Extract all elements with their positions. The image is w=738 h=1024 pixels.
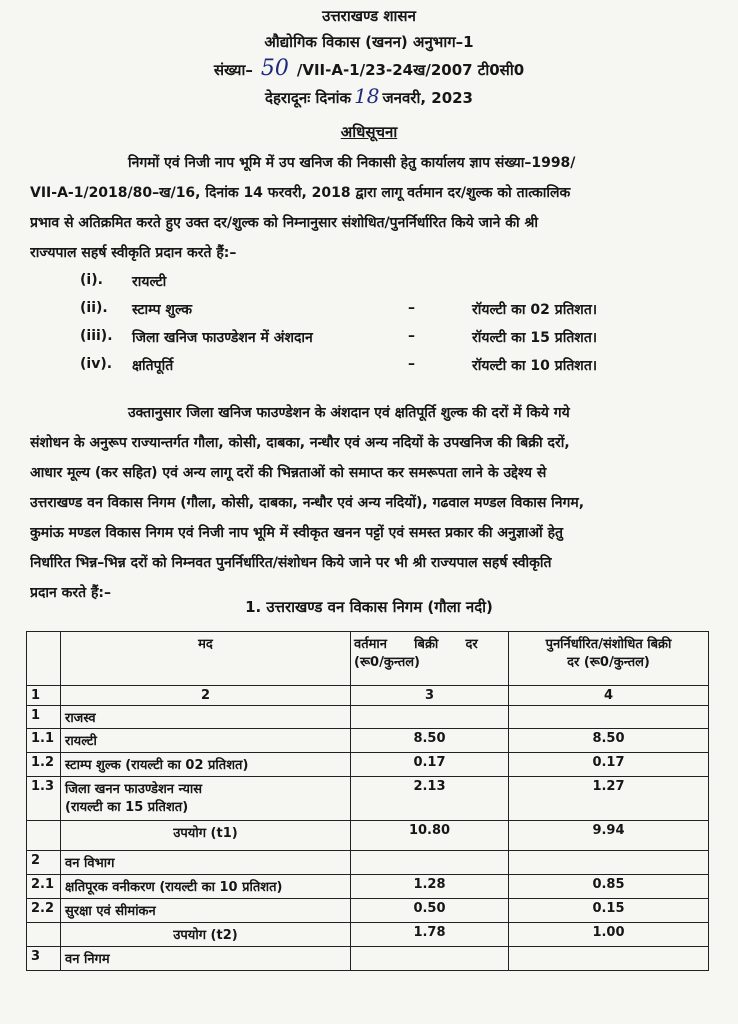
- row-current-rate: 1.28: [351, 875, 509, 899]
- row-serial: 1.2: [27, 753, 61, 777]
- row-current-rate: 0.50: [351, 899, 509, 923]
- header-cell-current: [351, 632, 509, 686]
- list-value: रॉयल्टी का 10 प्रतिशत।: [472, 358, 598, 374]
- row-item-text: सुरक्षा एवं सीमांकन: [65, 904, 156, 919]
- row-serial: 2: [27, 851, 61, 875]
- row-item-text: क्षतिपूरक वनीकरण (रायल्टी का 10 प्रतिशत): [65, 880, 283, 895]
- list-dash: –: [408, 328, 415, 344]
- row-item: [61, 947, 351, 971]
- index-cell: 2: [61, 686, 351, 706]
- row-item: [61, 706, 351, 729]
- table-header-row: [27, 632, 709, 686]
- row-item-text: वन निगम: [65, 952, 110, 967]
- paragraph-1-line: VII-A-1/2018/80–ख/16, दिनांक 14 फरवरी, 2018 द्वारा लागू वर्तमान दर/शुल्क को तात्कालिक: [30, 185, 571, 201]
- row-serial: 2.2: [27, 899, 61, 923]
- row-revised-rate: 1.00: [509, 923, 709, 947]
- header-cell-sn: [27, 632, 61, 686]
- row-item: [61, 899, 351, 923]
- paragraph-2-line: निर्धारित भिन्न–भिन्न दरों को निम्नवत पुनर्निर्धारित/संशोधन किये जाने पर भी श्री राज्यपाल सहर्ष स्वीकृति: [30, 555, 552, 571]
- row-serial: 1: [27, 706, 61, 729]
- row-item-text: वन विभाग: [65, 856, 115, 871]
- date-prefix: देहरादूनः दिनांक: [264, 89, 352, 107]
- row-current-rate: 1.78: [351, 923, 509, 947]
- row-serial: 1.3: [27, 777, 61, 821]
- list-number: (ii).: [80, 300, 108, 316]
- row-item-text: राजस्व: [65, 711, 96, 726]
- row-item: [61, 875, 351, 899]
- header-date: [0, 84, 738, 108]
- paragraph-2-line: उत्तराखण्ड वन विकास निगम (गौला, कोसी, दाबका, नन्धौर एवं अन्य नदियों), गढवाल मण्डल विकास निगम,: [30, 495, 585, 511]
- list-value: रॉयल्टी का 02 प्रतिशत।: [472, 302, 598, 318]
- table-row: [27, 821, 709, 851]
- paragraph-2-line: प्रदान करते हैं:–: [30, 585, 112, 601]
- row-current-rate: 0.17: [351, 753, 509, 777]
- table-row: [27, 899, 709, 923]
- handwritten-number: 50: [260, 56, 289, 81]
- index-cell: 4: [509, 686, 709, 706]
- header-department: औद्योगिक विकास (खनन) अनुभाग–1: [264, 33, 474, 51]
- list-label: क्षतिपूर्ति: [132, 358, 174, 374]
- index-cell: 1: [27, 686, 61, 706]
- row-item-text: उपयोग (t2): [173, 928, 238, 943]
- row-serial: 2.1: [27, 875, 61, 899]
- table-row: [27, 851, 709, 875]
- list-item-stamp-duty: [80, 300, 720, 324]
- list-number: (iv).: [80, 356, 113, 372]
- list-label: जिला खनिज फाउण्डेशन में अंशदान: [132, 330, 313, 346]
- row-item-text: जिला खनन फाउण्डेशन न्यास: [65, 782, 203, 797]
- section-title: 1. उत्तराखण्ड वन विकास निगम (गौला नदी): [245, 598, 493, 616]
- table-row: [27, 875, 709, 899]
- table-row: [27, 753, 709, 777]
- list-label: रायल्टी: [132, 274, 167, 290]
- row-item: [61, 851, 351, 875]
- list-dash: –: [408, 356, 415, 372]
- header-number: [0, 56, 738, 81]
- paragraph-2-line: आधार मूल्य (कर सहित) एवं अन्य लागू दरों की भिन्नताओं को समाप्त कर समरूपता लाने के उद्देश्य से: [30, 465, 547, 481]
- paragraph-2-line: कुमांऊ मण्डल विकास निगम एवं निजी नाप भूमि में स्वीकृत खनन पट्टों एवं समस्त प्रकार की अनुज्ञाओं हेतु: [30, 525, 564, 541]
- list-number: (iii).: [80, 328, 113, 344]
- row-item: [61, 729, 351, 753]
- handwritten-date: 18: [354, 84, 380, 108]
- row-revised-rate: 0.85: [509, 875, 709, 899]
- row-revised-rate: 0.15: [509, 899, 709, 923]
- row-serial: [27, 821, 61, 851]
- row-item: [61, 777, 351, 821]
- row-item: [61, 753, 351, 777]
- notification-title: अधिसूचना: [340, 123, 398, 141]
- header-cell-item: मद: [61, 632, 351, 686]
- paragraph-1-line: प्रभाव से अतिक्रमित करते हुए उक्त दर/शुल्क को निम्नानुसार संशोधित/पुनर्निर्धारित किये जाने की श्री: [30, 215, 539, 231]
- row-item-text-2: (रायल्टी का 15 प्रतिशत): [65, 800, 189, 815]
- row-current-rate: 2.13: [351, 777, 509, 821]
- row-item-text: उपयोग (t1): [173, 826, 238, 841]
- header-revised-line1: पुनर्निर्धारित/संशोधित बिक्री: [545, 637, 672, 652]
- row-item: [61, 821, 351, 851]
- table-row: [27, 777, 709, 821]
- list-value: रॉयल्टी का 15 प्रतिशत।: [472, 330, 598, 346]
- list-item-compensation: [80, 356, 720, 380]
- rates-table: [26, 631, 709, 971]
- table-row: [27, 729, 709, 753]
- table-row: [27, 706, 709, 729]
- row-item-text: रायल्टी: [65, 734, 97, 749]
- paragraph-1-line: राज्यपाल सहर्ष स्वीकृति प्रदान करते हैं:–: [30, 245, 237, 261]
- table-row: [27, 923, 709, 947]
- date-suffix: जनवरी, 2023: [382, 89, 473, 107]
- list-label: स्टाम्प शुल्क: [132, 302, 193, 318]
- row-serial: [27, 923, 61, 947]
- row-revised-rate: 8.50: [509, 729, 709, 753]
- row-current-rate: 8.50: [351, 729, 509, 753]
- row-current-rate: [351, 851, 509, 875]
- list-number: (i).: [80, 272, 103, 288]
- row-current-rate: 10.80: [351, 821, 509, 851]
- paragraph-2-line: उक्तानुसार जिला खनिज फाउण्डेशन के अंशदान एवं क्षतिपूर्ति शुल्क की दरों में किये गये: [128, 405, 570, 421]
- row-revised-rate: [509, 947, 709, 971]
- row-current-rate: [351, 706, 509, 729]
- header-government: उत्तराखण्ड शासन: [322, 7, 416, 25]
- row-revised-rate: 9.94: [509, 821, 709, 851]
- list-item-district-foundation: [80, 328, 720, 352]
- paragraph-2: [30, 398, 710, 608]
- number-prefix: संख्या–: [213, 61, 253, 79]
- list-dash: –: [408, 300, 415, 316]
- row-revised-rate: [509, 706, 709, 729]
- paragraph-1-line: निगमों एवं निजी नाप भूमि में उप खनिज की निकासी हेतु कार्यालय ज्ञाप संख्या–1998/: [128, 155, 576, 171]
- paragraph-2-line: संशोधन के अनुरूप राज्यान्तर्गत गौला, कोसी, दाबका, नन्धौर एवं अन्य नदियों के उपखनिज की बिक्री दरों,: [30, 435, 570, 451]
- table-row: [27, 947, 709, 971]
- row-revised-rate: [509, 851, 709, 875]
- paragraph-1: [30, 148, 710, 268]
- row-item: [61, 923, 351, 947]
- table-index-row: [27, 686, 709, 706]
- row-current-rate: [351, 947, 509, 971]
- index-cell: 3: [351, 686, 509, 706]
- row-revised-rate: 1.27: [509, 777, 709, 821]
- row-serial: 3: [27, 947, 61, 971]
- header-revised-line2: दर (रू0/कुन्तल): [567, 655, 650, 670]
- header-cell-revised: [509, 632, 709, 686]
- row-item-text: स्टाम्प शुल्क (रायल्टी का 02 प्रतिशत): [65, 758, 249, 773]
- row-serial: 1.1: [27, 729, 61, 753]
- row-revised-rate: 0.17: [509, 753, 709, 777]
- header-current-line2: (रू0/कुन्तल): [354, 655, 420, 670]
- header-current-line1: वर्तमान बिक्री दर: [354, 637, 478, 652]
- number-suffix: /VII-A-1/23-24ख/2007 टी0सी0: [296, 61, 525, 79]
- list-item-royalty: [80, 272, 720, 296]
